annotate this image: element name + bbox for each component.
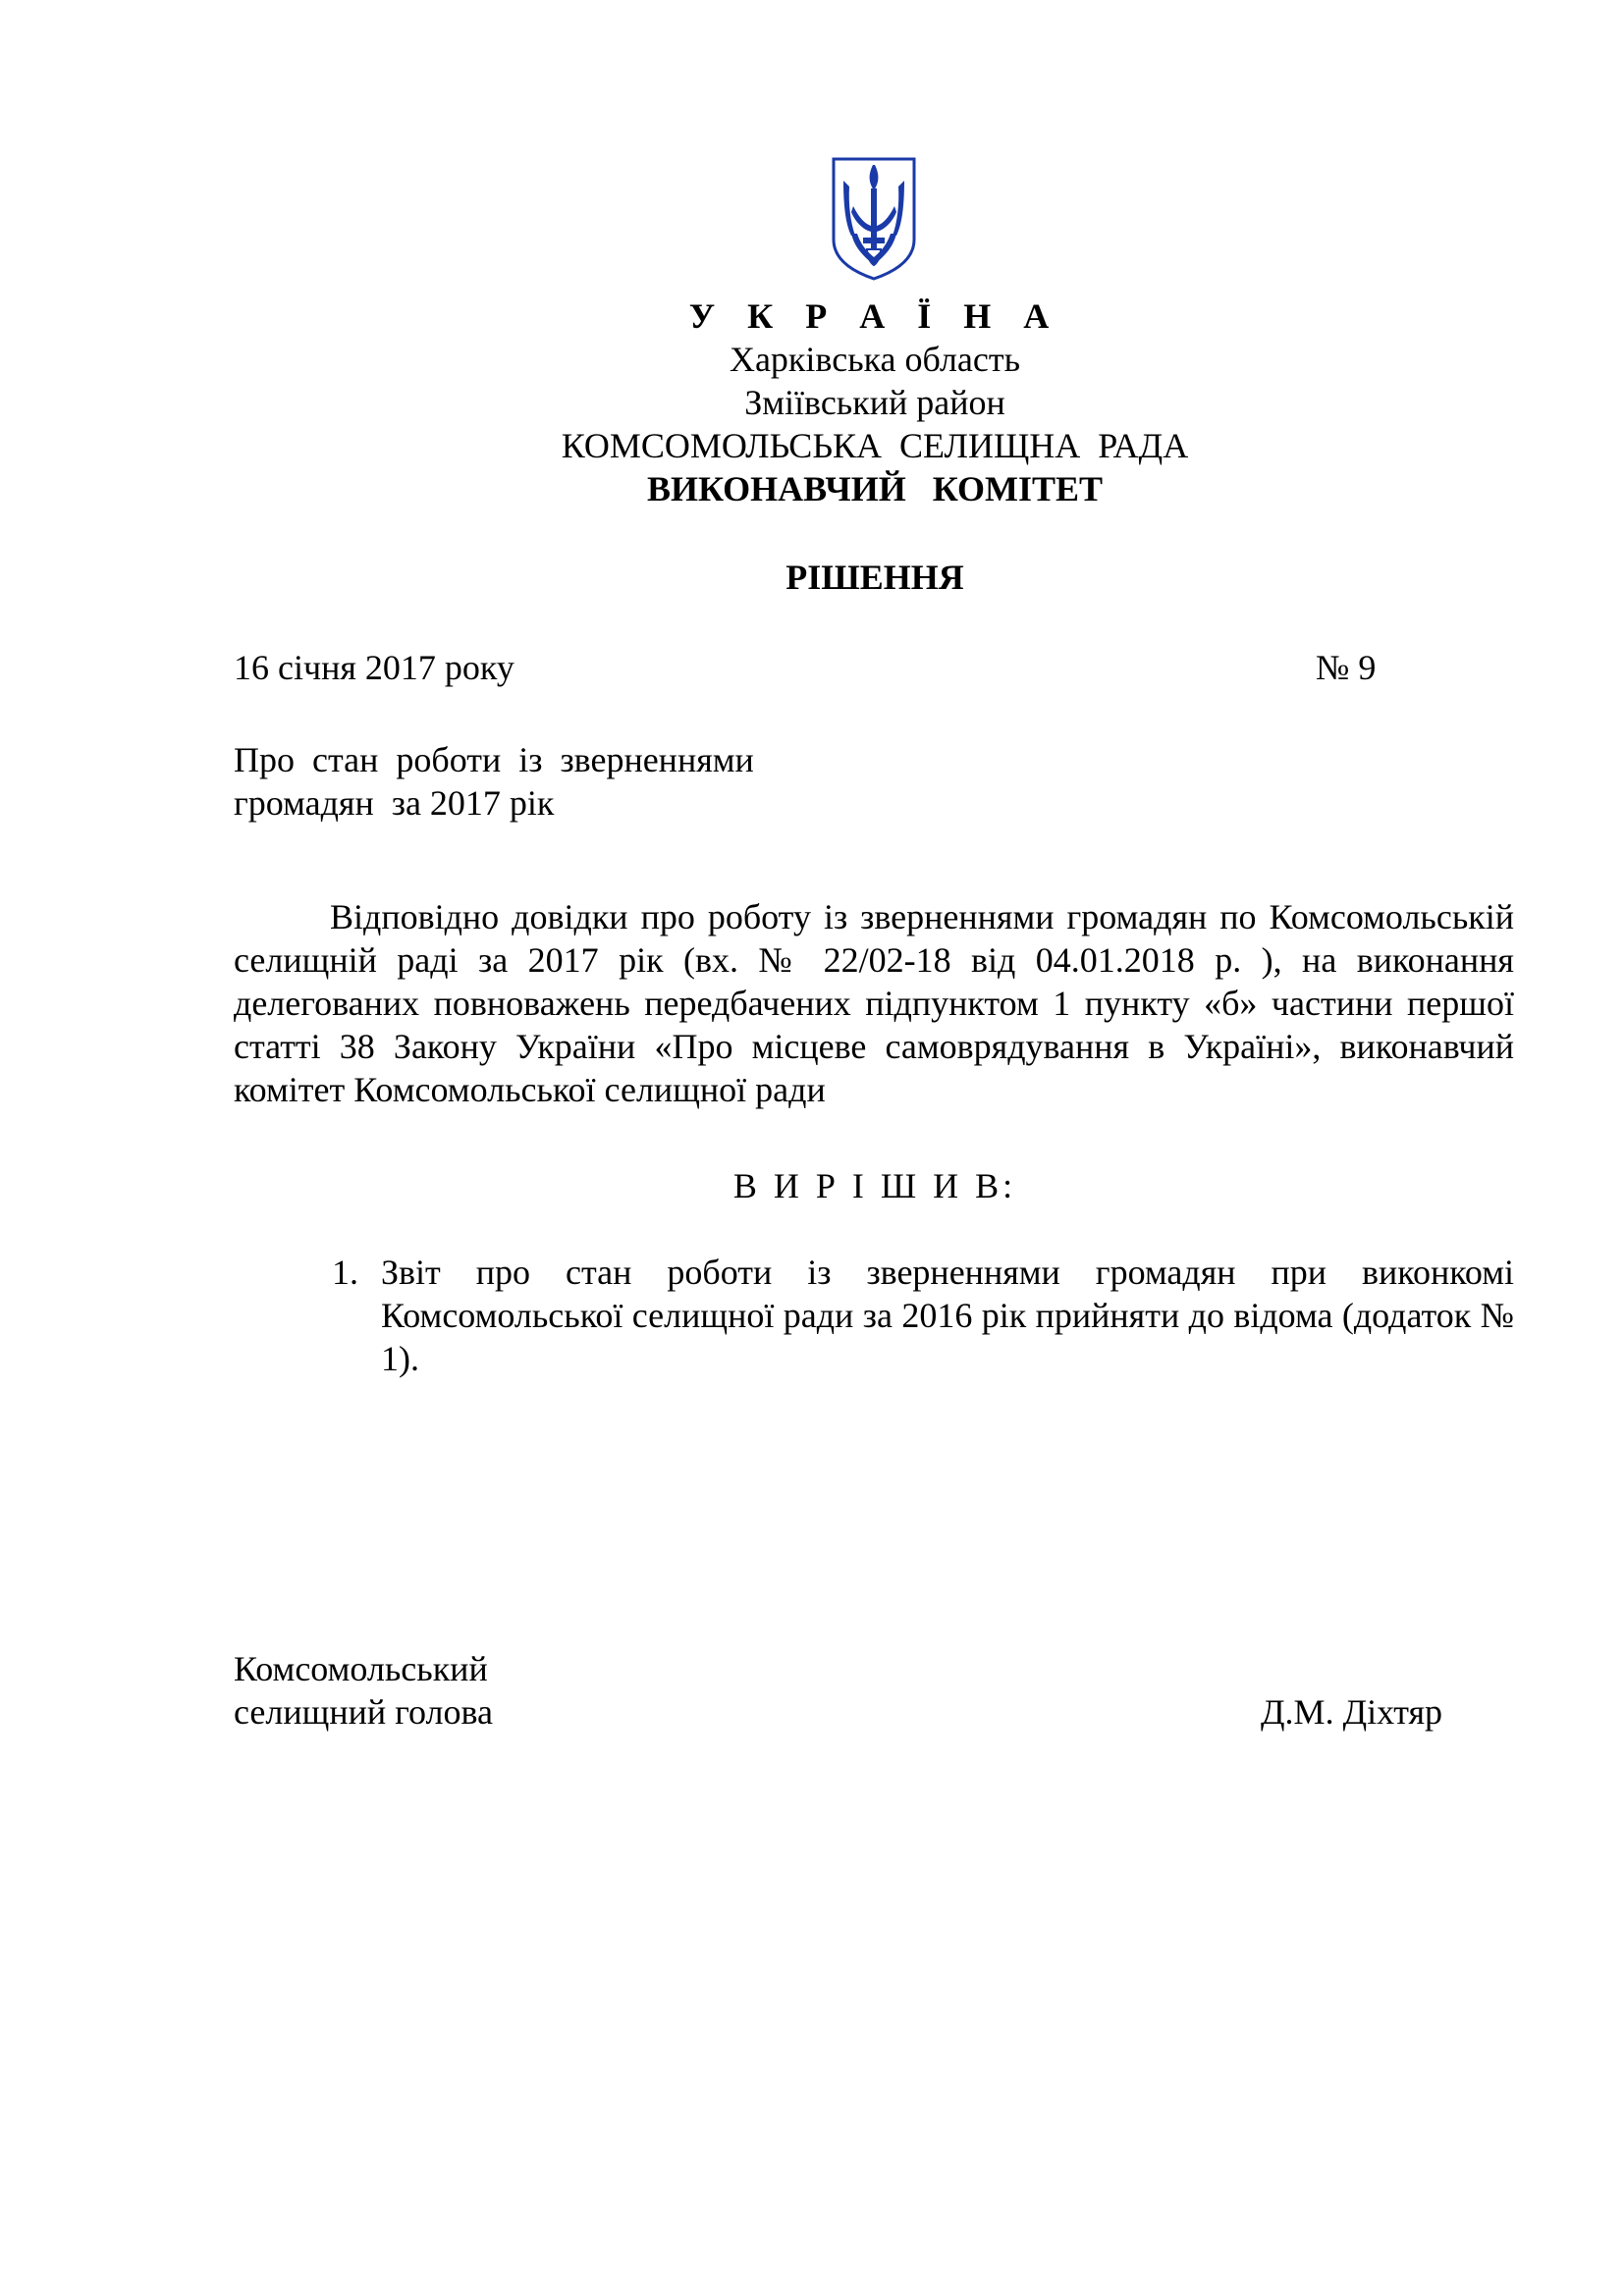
- ukraine-trident-coat-of-arms-icon: [830, 155, 918, 283]
- document-subject: [234, 738, 754, 825]
- country-heading: У К Р А Ї Н А: [688, 296, 1061, 336]
- subject-line-1: Про стан роботи із зверненнями: [234, 740, 754, 779]
- signatory-title-line-1: Комсомольський: [234, 1649, 488, 1688]
- committee-line: ВИКОНАВЧИЙ КОМІТЕТ: [646, 469, 1104, 508]
- decision-item-text: Звіт про стан роботи із зверненнями громадян при виконкомі Комсомольської селищної ради за 2016 рік прийняти до відома (додаток № 1).: [381, 1253, 1514, 1378]
- oblast-line: Харківська область: [729, 340, 1021, 379]
- document-type-heading: РІШЕННЯ: [785, 558, 964, 597]
- council-line: КОМСОМОЛЬСЬКА СЕЛИЩНА РАДА: [561, 426, 1189, 465]
- signatory-name: Д.М. Діхтяр: [1261, 1692, 1443, 1732]
- preamble-paragraph: Відповідно довідки про роботу із зверненнями громадян по Комсомольській селищній раді за 2017 рік (вх. № 22/02-18 від 04.01.2018 р. ), на виконання делегованих повноважень передбачених підпунктом 1 пункту «б» частини першої статті 38 Закону України «Про місцеве самоврядування в Україні», виконавчий комітет Комсомольської селищної ради: [234, 897, 1514, 1109]
- raion-line: Зміївський район: [744, 383, 1005, 422]
- signatory-title: [234, 1647, 493, 1734]
- decision-item: [332, 1251, 1514, 1380]
- document-number: № 9: [1316, 648, 1377, 687]
- document-date: 16 січня 2017 року: [234, 648, 514, 687]
- decided-heading: В И Р І Ш И В:: [732, 1166, 1017, 1205]
- subject-line-2: громадян за 2017 рік: [234, 783, 555, 823]
- decision-item-number: 1.: [332, 1253, 358, 1292]
- signatory-title-line-2: селищний голова: [234, 1692, 494, 1732]
